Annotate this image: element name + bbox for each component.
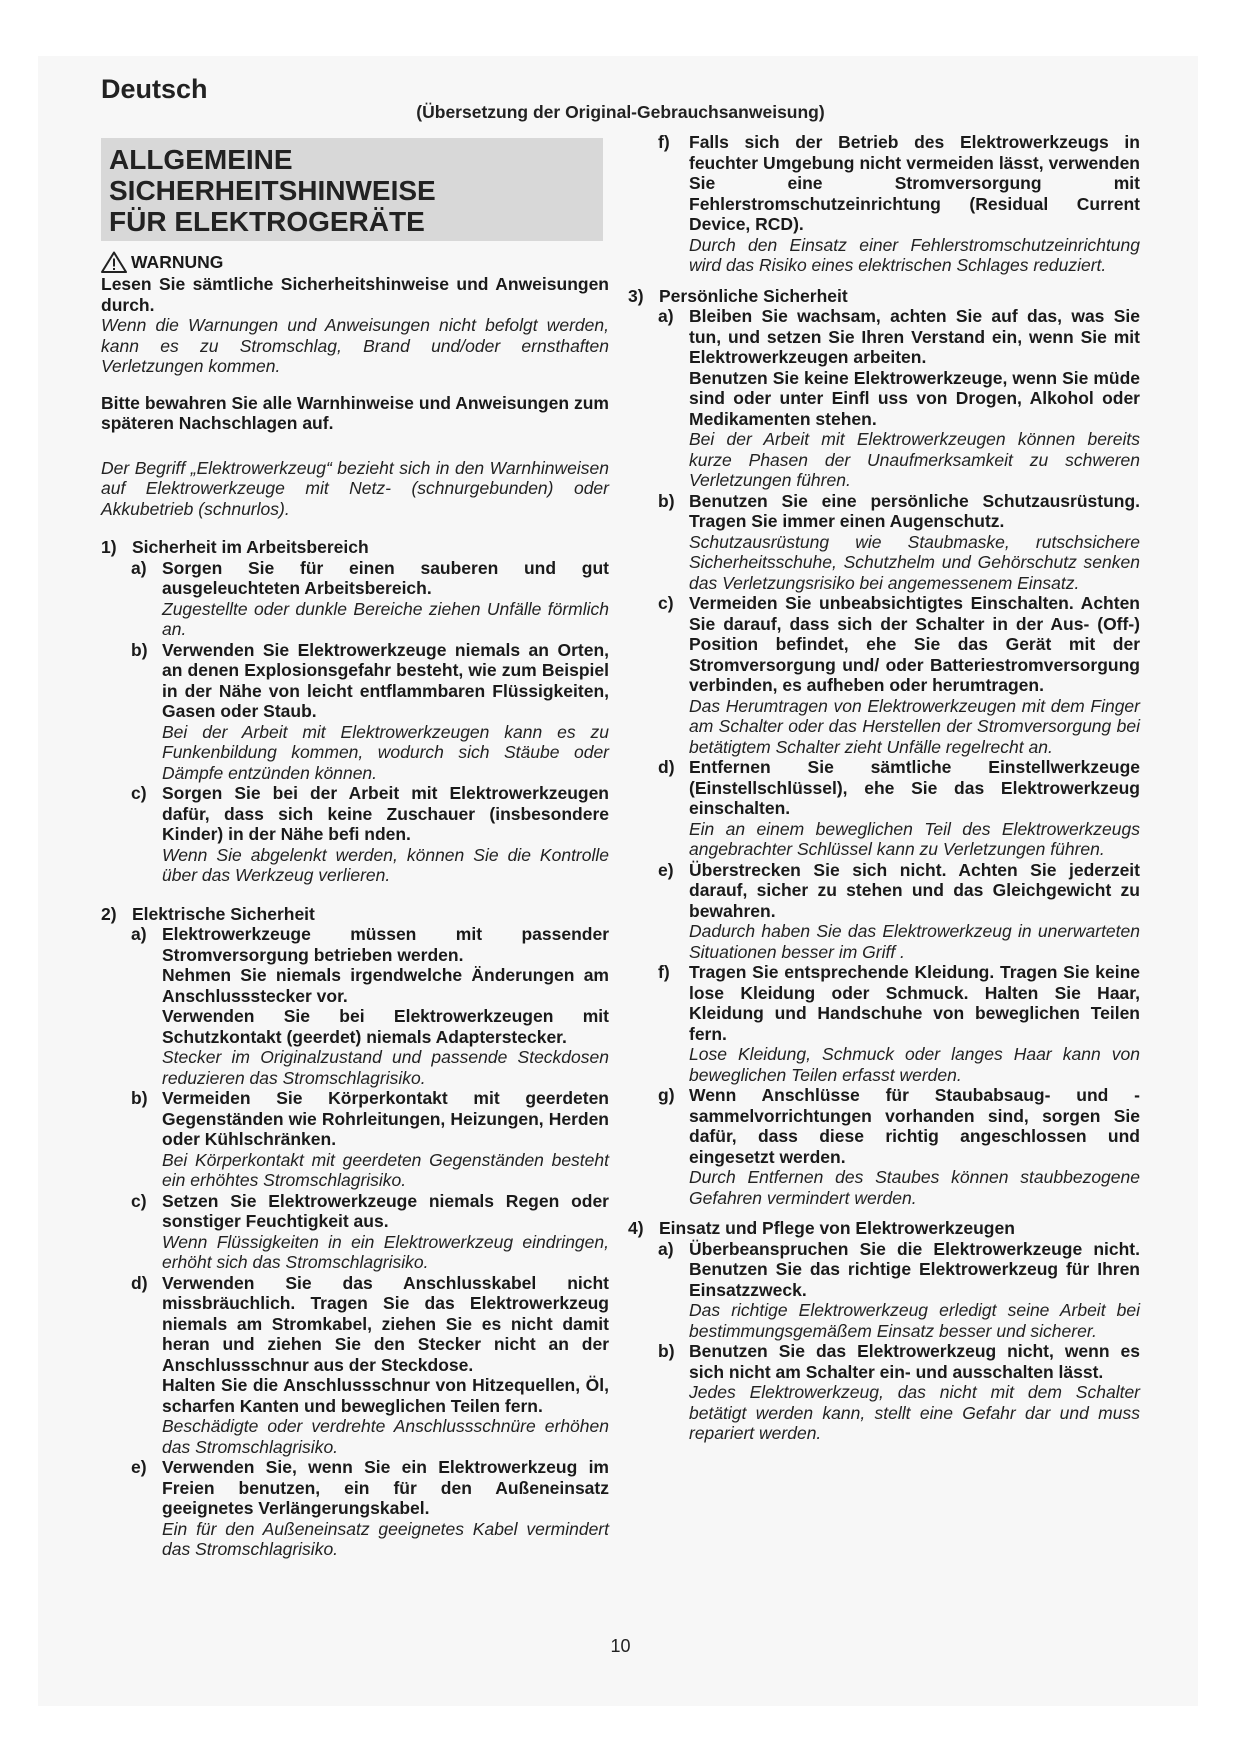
- warning-label: WARNUNG: [131, 251, 224, 272]
- item-bold: Sorgen Sie bei der Arbeit mit Elektrowerkzeugen dafür, dass sich keine Zuschauer (insbesondere Kinder) in der Nähe befi nden.: [162, 783, 609, 844]
- list-item: [131, 558, 609, 640]
- item-italic: Zugestellte oder dunkle Bereiche ziehen Unfälle förmlich an.: [162, 598, 609, 639]
- item-italic: Stecker im Originalzustand und passende Steckdosen reduzieren das Stromschlagrisiko.: [162, 1047, 609, 1088]
- item-italic: Schutzausrüstung wie Staubmaske, rutschsichere Sicherheitsschuhe, Schutzhelm und Gehörschutz senken das Verletzungsrisiko bei angemessenem Einsatz.: [689, 531, 1140, 593]
- item-bold: Verwenden Sie, wenn Sie ein Elektrowerkzeug im Freien benutzen, ein für den Außeneinsatz geeignetes Verlängerungskabel.: [162, 1457, 609, 1518]
- item-label: b): [658, 490, 675, 511]
- list-item: [658, 491, 1140, 594]
- title-line-1: ALLGEMEINE SICHERHEITSHINWEISE: [109, 144, 436, 206]
- list-item: [658, 593, 1140, 757]
- item-bold: Benutzen Sie keine Elektrowerkzeuge, wenn Sie müde sind oder unter Einfl uss von Drogen, Alkohol oder Medikamenten stehen.: [689, 367, 1140, 429]
- item-bold: Überbeanspruchen Sie die Elektrowerkzeuge nicht. Benutzen Sie das richtige Elektrowerkzeug für Ihren Einsatzzweck.: [689, 1238, 1140, 1300]
- item-label: c): [658, 593, 674, 613]
- item-label: c): [131, 783, 147, 803]
- title-line-2: FÜR ELEKTROGERÄTE: [109, 206, 425, 237]
- list-item: [658, 1085, 1140, 1208]
- item-italic: Durch Entfernen des Staubes können staubbezogene Gefahren vermindert werden.: [689, 1167, 1140, 1208]
- item-label: a): [131, 557, 147, 578]
- page-number: 10: [610, 1636, 631, 1656]
- item-bold: Überstrecken Sie sich nicht. Achten Sie jederzeit darauf, sicher zu stehen und das Gleichgewicht zu bewahren.: [689, 859, 1140, 921]
- list-item: [131, 1088, 609, 1191]
- section-2-heading: [101, 904, 609, 925]
- item-label: e): [131, 1457, 147, 1477]
- list-item: [658, 860, 1140, 963]
- section-title: Persönliche Sicherheit: [659, 285, 848, 306]
- warning-header: [101, 251, 609, 273]
- item-bold: Verwenden Sie das Anschlusskabel nicht missbräuchlich. Tragen Sie das Elektrowerkzeug niemals am Stromkabel, ziehen Sie es nicht damit heran und ziehen Sie den Stecker nicht an der Anschlussschnur aus der Steckdose.: [162, 1272, 609, 1375]
- term-definition: Der Begriff „Elektrowerkzeug“ bezieht sich in den Warnhinweisen auf Elektrowerkzeuge mit Netz- (schnurgebunden) oder Akkubetrieb (schnurlos).: [101, 457, 609, 519]
- item-italic: Bei Körperkontakt mit geerdeten Gegenständen besteht ein erhöhtes Stromschlagrisiko.: [162, 1149, 609, 1190]
- section-4-heading: [628, 1218, 1140, 1239]
- item-italic: Bei der Arbeit mit Elektrowerkzeugen kann es zu Funkenbildung kommen, wodurch sich Stäube oder Dämpfe entzünden können.: [162, 721, 609, 783]
- left-column: [101, 132, 609, 1560]
- item-italic: Wenn Sie abgelenkt werden, können Sie die Kontrolle über das Werkzeug verlieren.: [162, 844, 609, 885]
- item-label: f): [658, 962, 670, 982]
- item-italic: Bei der Arbeit mit Elektrowerkzeugen können bereits kurze Phasen der Unaufmerksamkeit zu schweren Verletzungen führen.: [689, 429, 1140, 490]
- item-bold: Nehmen Sie niemals irgendwelche Änderungen am Anschlussstecker vor.: [162, 965, 609, 1006]
- item-italic: Ein für den Außeneinsatz geeignetes Kabel vermindert das Stromschlagrisiko.: [162, 1518, 609, 1559]
- item-bold: Tragen Sie entsprechende Kleidung. Tragen Sie keine lose Kleidung oder Schmuck. Halten Sie Haar, Kleidung und Handschuhe von beweglichen Teilen fern.: [689, 962, 1140, 1044]
- item-label: f): [658, 132, 670, 152]
- item-bold: Halten Sie die Anschlussschnur von Hitzequellen, Öl, scharfen Kanten und beweglichen Teilen fern.: [162, 1375, 609, 1416]
- item-italic: Ein an einem beweglichen Teil des Elektrowerkzeugs angebrachter Schlüssel kann zu Verletzungen führen.: [689, 818, 1140, 859]
- item-bold: Entfernen Sie sämtliche Einstellwerkzeuge (Einstellschlüssel), ehe Sie das Elektrowerkzeug einschalten.: [689, 757, 1140, 818]
- item-bold: Wenn Anschlüsse für Staubabsaug- und -sammelvorrichtungen vorhanden sind, sorgen Sie dafür, dass diese richtig angeschlossen und eingesetzt werden.: [689, 1085, 1140, 1167]
- list-item: [658, 757, 1140, 860]
- item-bold: Elektrowerkzeuge müssen mit passender Stromversorgung betrieben werden.: [162, 924, 609, 965]
- section-title: Einsatz und Pflege von Elektrowerkzeugen: [659, 1218, 1015, 1238]
- section-number: 2): [101, 903, 117, 924]
- keep-instructions: Bitte bewahren Sie alle Warnhinweise und Anweisungen zum späteren Nachschlagen auf.: [101, 392, 609, 433]
- item-italic: Beschädigte oder verdrehte Anschlussschnüre erhöhen das Stromschlagrisiko.: [162, 1416, 609, 1457]
- item-label: e): [658, 859, 674, 880]
- list-item: [131, 783, 609, 886]
- item-bold: Falls sich der Betrieb des Elektrowerkzeugs in feuchter Umgebung nicht vermeiden lässt, verwenden Sie eine Stromversorgung mit Fehlerstromschutzeinrichtung (Residual Current Device, RCD).: [689, 132, 1140, 234]
- item-label: d): [658, 757, 675, 777]
- item-label: a): [658, 1238, 674, 1259]
- right-column: [628, 132, 1140, 1444]
- section-title: Sicherheit im Arbeitsbereich: [132, 537, 369, 557]
- language-heading: Deutsch: [101, 74, 208, 104]
- list-item: [658, 1341, 1140, 1444]
- item-bold: Setzen Sie Elektrowerkzeuge niemals Regen oder sonstiger Feuchtigkeit aus.: [162, 1190, 609, 1231]
- section-number: 4): [628, 1218, 644, 1238]
- section-title-box: [101, 138, 603, 241]
- item-bold: Bleiben Sie wachsam, achten Sie auf das, was Sie tun, und setzen Sie Ihren Verstand ein, wenn Sie mit Elektrowerkzeugen arbeiten.: [689, 306, 1140, 367]
- item-italic: Das Herumtragen von Elektrowerkzeugen mit dem Finger am Schalter oder das Herstellen der Stromversorgung bei betätigtem Schalter zieht Unfälle regelrecht an.: [689, 695, 1140, 757]
- item-label: c): [131, 1190, 147, 1211]
- intro-italic: Wenn die Warnungen und Anweisungen nicht befolgt werden, kann es zu Stromschlag, Brand und/oder ernsthaften Verletzungen kommen.: [101, 315, 609, 376]
- list-item: [658, 306, 1140, 491]
- intro-bold: Lesen Sie sämtliche Sicherheitshinweise und Anweisungen durch.: [101, 274, 609, 315]
- section-1-heading: [101, 537, 609, 558]
- item-label: a): [131, 924, 147, 944]
- item-italic: Wenn Flüssigkeiten in ein Elektrowerkzeug eindringen, erhöht sich das Stromschlagrisiko.: [162, 1231, 609, 1272]
- item-label: a): [658, 306, 674, 326]
- item-bold: Benutzen Sie eine persönliche Schutzausrüstung. Tragen Sie immer einen Augenschutz.: [689, 490, 1140, 531]
- item-italic: Das richtige Elektrowerkzeug erledigt seine Arbeit bei bestimmungsgemäßem Einsatz besser und sicherer.: [689, 1300, 1140, 1341]
- section-number: 1): [101, 537, 117, 557]
- item-italic: Jedes Elektrowerkzeug, das nicht mit dem Schalter betätigt werden kann, stellt eine Gefahr dar und muss repariert werden.: [689, 1382, 1140, 1443]
- list-item: [131, 1457, 609, 1560]
- warning-triangle-icon: [101, 251, 127, 273]
- section-title: Elektrische Sicherheit: [132, 903, 315, 924]
- document-subtitle: (Übersetzung der Original-Gebrauchsanweisung): [416, 102, 825, 122]
- item-label: b): [131, 639, 148, 660]
- item-bold: Vermeiden Sie unbeabsichtigtes Einschalten. Achten Sie darauf, dass sich der Schalter in der Aus- (Off-) Position befindet, ehe Sie das Gerät mit der Stromversorgung und/ oder Batteriestromversorgung verbinden, es aufheben oder herumtragen.: [689, 593, 1140, 695]
- list-item: [131, 640, 609, 784]
- item-bold: Benutzen Sie das Elektrowerkzeug nicht, wenn es sich nicht am Schalter ein- und ausschalten lässt.: [689, 1341, 1140, 1382]
- section-3-heading: [628, 286, 1140, 307]
- item-label: b): [658, 1341, 675, 1361]
- item-label: d): [131, 1272, 148, 1293]
- list-item: [131, 924, 609, 1088]
- item-bold: Verwenden Sie bei Elektrowerkzeugen mit Schutzkontakt (geerdet) niemals Adapterstecker.: [162, 1006, 609, 1047]
- item-label: b): [131, 1088, 148, 1108]
- item-label: g): [658, 1085, 675, 1105]
- list-item: [131, 1191, 609, 1273]
- item-bold: Verwenden Sie Elektrowerkzeuge niemals an Orten, an denen Explosionsgefahr besteht, wie zum Beispiel in der Nähe von leicht entflammbaren Flüssigkeiten, Gasen oder Staub.: [162, 639, 609, 721]
- list-item: [658, 132, 1140, 276]
- item-italic: Lose Kleidung, Schmuck oder langes Haar kann von beweglichen Teilen erfasst werden.: [689, 1044, 1140, 1085]
- item-bold: Sorgen Sie für einen sauberen und gut ausgeleuchteten Arbeitsbereich.: [162, 557, 609, 598]
- list-item: [658, 962, 1140, 1085]
- list-item: [658, 1239, 1140, 1342]
- item-italic: Dadurch haben Sie das Elektrowerkzeug in unerwarteten Situationen besser im Griff .: [689, 921, 1140, 962]
- section-number: 3): [628, 285, 644, 306]
- item-italic: Durch den Einsatz einer Fehlerstromschutzeinrichtung wird das Risiko eines elektrischen Schlages reduziert.: [689, 234, 1140, 275]
- item-bold: Vermeiden Sie Körperkontakt mit geerdeten Gegenständen wie Rohrleitungen, Heizungen, Herden oder Kühlschränken.: [162, 1088, 609, 1149]
- list-item: [131, 1273, 609, 1458]
